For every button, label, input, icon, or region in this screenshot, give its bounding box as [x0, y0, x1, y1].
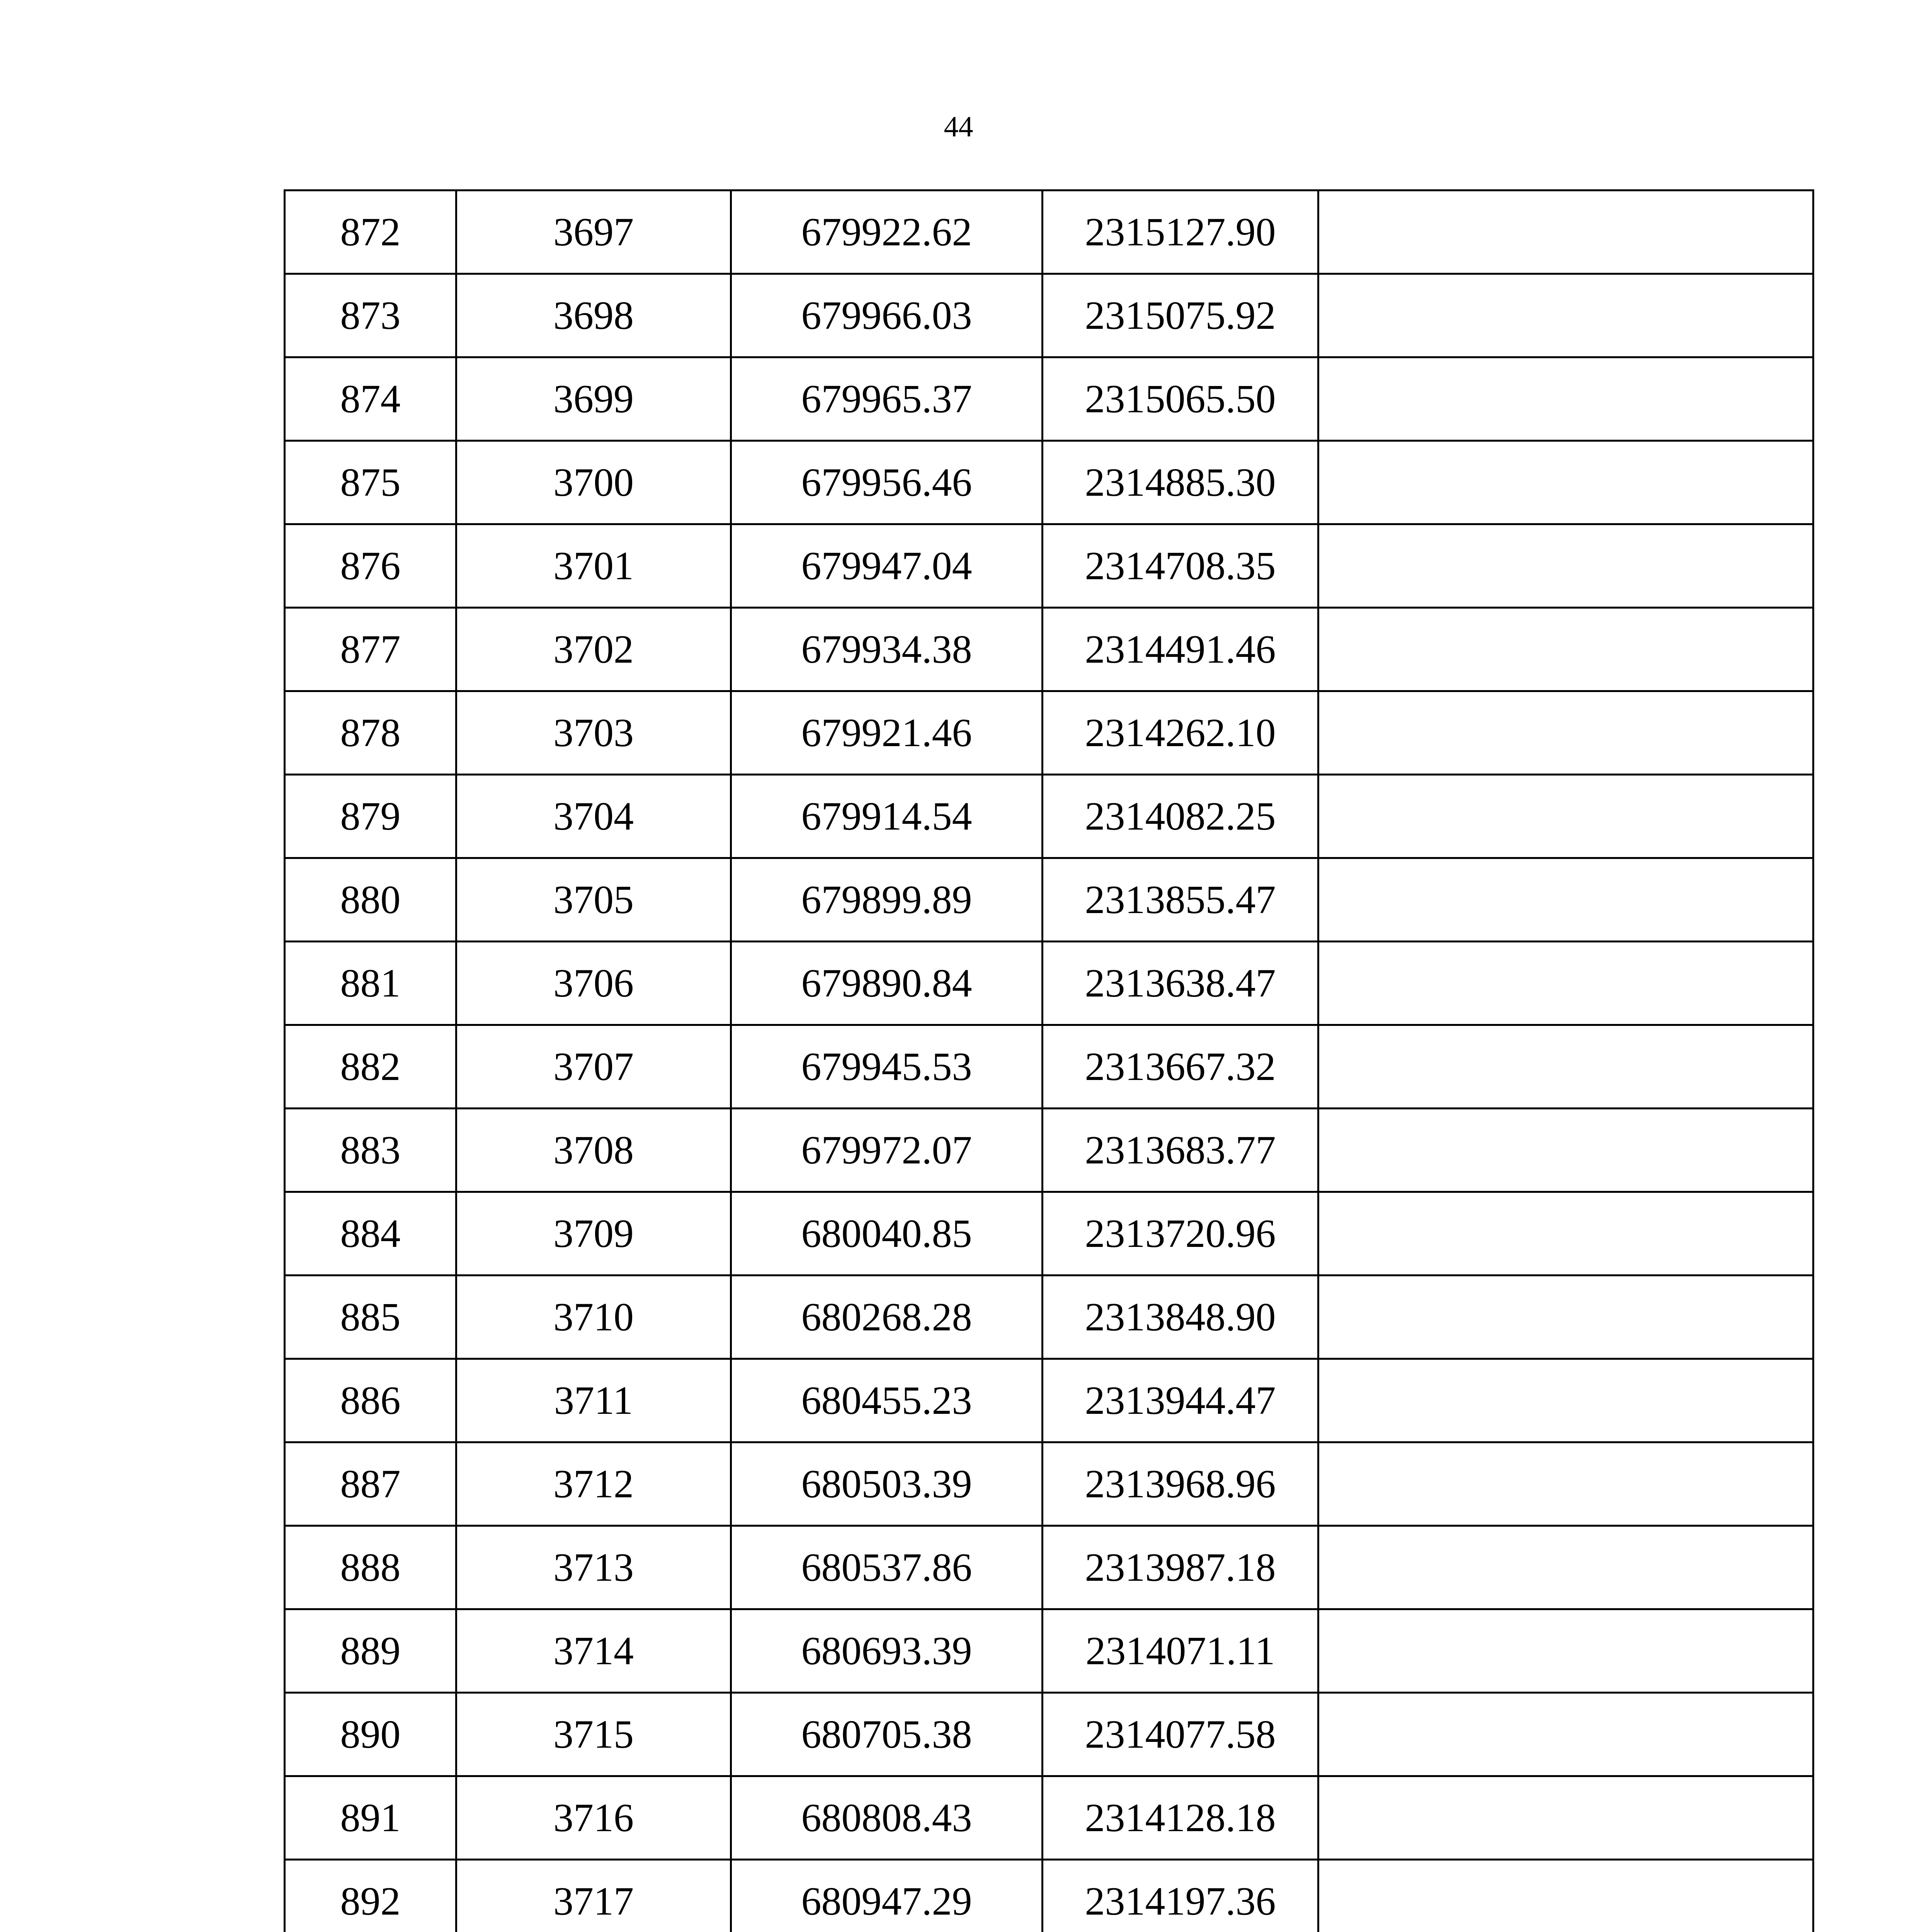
point-number-cell: 3710 [456, 1276, 731, 1359]
point-number-cell: 3717 [456, 1860, 731, 1932]
table-row [285, 274, 1813, 357]
coordinates-table [284, 189, 1814, 1932]
table-row [285, 1359, 1813, 1442]
note-cell [1318, 524, 1813, 608]
x-coordinate-cell: 680268.28 [731, 1276, 1043, 1359]
note-cell [1318, 1693, 1813, 1776]
table-row [285, 1025, 1813, 1109]
row-number-cell: 881 [285, 942, 456, 1025]
note-cell [1318, 274, 1813, 357]
point-number-cell: 3707 [456, 1025, 731, 1109]
row-number-cell: 890 [285, 1693, 456, 1776]
point-number-cell: 3702 [456, 608, 731, 691]
y-coordinate-cell: 2313855.47 [1043, 858, 1318, 942]
x-coordinate-cell: 680808.43 [731, 1776, 1043, 1860]
point-number-cell: 3699 [456, 357, 731, 441]
y-coordinate-cell: 2313968.96 [1043, 1442, 1318, 1526]
point-number-cell: 3716 [456, 1776, 731, 1860]
note-cell [1318, 357, 1813, 441]
page-number: 44 [944, 111, 973, 143]
y-coordinate-cell: 2314885.30 [1043, 441, 1318, 524]
x-coordinate-cell: 679934.38 [731, 608, 1043, 691]
x-coordinate-cell: 680537.86 [731, 1526, 1043, 1609]
table-row [285, 858, 1813, 942]
table-row [285, 1860, 1813, 1932]
x-coordinate-cell: 680693.39 [731, 1609, 1043, 1693]
note-cell [1318, 1442, 1813, 1526]
note-cell [1318, 441, 1813, 524]
row-number-cell: 878 [285, 691, 456, 775]
x-coordinate-cell: 679947.04 [731, 524, 1043, 608]
x-coordinate-cell: 679890.84 [731, 942, 1043, 1025]
row-number-cell: 885 [285, 1276, 456, 1359]
table-row [285, 357, 1813, 441]
row-number-cell: 884 [285, 1192, 456, 1276]
x-coordinate-cell: 680455.23 [731, 1359, 1043, 1442]
coordinates-table-body [285, 190, 1813, 1932]
y-coordinate-cell: 2314708.35 [1043, 524, 1318, 608]
table-row [285, 942, 1813, 1025]
row-number-cell: 887 [285, 1442, 456, 1526]
row-number-cell: 892 [285, 1860, 456, 1932]
x-coordinate-cell: 680705.38 [731, 1693, 1043, 1776]
row-number-cell: 876 [285, 524, 456, 608]
x-coordinate-cell: 679966.03 [731, 274, 1043, 357]
point-number-cell: 3715 [456, 1693, 731, 1776]
table-row [285, 441, 1813, 524]
x-coordinate-cell: 679965.37 [731, 357, 1043, 441]
table-row [285, 1109, 1813, 1192]
y-coordinate-cell: 2313667.32 [1043, 1025, 1318, 1109]
row-number-cell: 880 [285, 858, 456, 942]
row-number-cell: 874 [285, 357, 456, 441]
x-coordinate-cell: 679921.46 [731, 691, 1043, 775]
y-coordinate-cell: 2314071.11 [1043, 1609, 1318, 1693]
row-number-cell: 891 [285, 1776, 456, 1860]
table-row [285, 775, 1813, 858]
x-coordinate-cell: 679914.54 [731, 775, 1043, 858]
x-coordinate-cell: 680947.29 [731, 1860, 1043, 1932]
row-number-cell: 888 [285, 1526, 456, 1609]
note-cell [1318, 1276, 1813, 1359]
table-row [285, 608, 1813, 691]
point-number-cell: 3706 [456, 942, 731, 1025]
row-number-cell: 873 [285, 274, 456, 357]
point-number-cell: 3709 [456, 1192, 731, 1276]
point-number-cell: 3704 [456, 775, 731, 858]
note-cell [1318, 1526, 1813, 1609]
y-coordinate-cell: 2314491.46 [1043, 608, 1318, 691]
note-cell [1318, 691, 1813, 775]
table-row [285, 691, 1813, 775]
y-coordinate-cell: 2314197.36 [1043, 1860, 1318, 1932]
x-coordinate-cell: 679972.07 [731, 1109, 1043, 1192]
note-cell [1318, 775, 1813, 858]
row-number-cell: 877 [285, 608, 456, 691]
table-row [285, 1609, 1813, 1693]
y-coordinate-cell: 2315065.50 [1043, 357, 1318, 441]
y-coordinate-cell: 2313638.47 [1043, 942, 1318, 1025]
x-coordinate-cell: 679956.46 [731, 441, 1043, 524]
row-number-cell: 875 [285, 441, 456, 524]
row-number-cell: 889 [285, 1609, 456, 1693]
note-cell [1318, 1776, 1813, 1860]
row-number-cell: 883 [285, 1109, 456, 1192]
y-coordinate-cell: 2313987.18 [1043, 1526, 1318, 1609]
y-coordinate-cell: 2314077.58 [1043, 1693, 1318, 1776]
y-coordinate-cell: 2314082.25 [1043, 775, 1318, 858]
row-number-cell: 879 [285, 775, 456, 858]
point-number-cell: 3700 [456, 441, 731, 524]
point-number-cell: 3711 [456, 1359, 731, 1442]
point-number-cell: 3708 [456, 1109, 731, 1192]
point-number-cell: 3697 [456, 190, 731, 274]
note-cell [1318, 1609, 1813, 1693]
note-cell [1318, 942, 1813, 1025]
point-number-cell: 3705 [456, 858, 731, 942]
y-coordinate-cell: 2313944.47 [1043, 1359, 1318, 1442]
y-coordinate-cell: 2315075.92 [1043, 274, 1318, 357]
table-row [285, 190, 1813, 274]
y-coordinate-cell: 2314128.18 [1043, 1776, 1318, 1860]
note-cell [1318, 1109, 1813, 1192]
y-coordinate-cell: 2313848.90 [1043, 1276, 1318, 1359]
table-row [285, 1192, 1813, 1276]
note-cell [1318, 1359, 1813, 1442]
y-coordinate-cell: 2314262.10 [1043, 691, 1318, 775]
point-number-cell: 3713 [456, 1526, 731, 1609]
point-number-cell: 3712 [456, 1442, 731, 1526]
x-coordinate-cell: 679922.62 [731, 190, 1043, 274]
table-row [285, 1442, 1813, 1526]
row-number-cell: 886 [285, 1359, 456, 1442]
y-coordinate-cell: 2315127.90 [1043, 190, 1318, 274]
note-cell [1318, 608, 1813, 691]
note-cell [1318, 1025, 1813, 1109]
point-number-cell: 3698 [456, 274, 731, 357]
x-coordinate-cell: 679945.53 [731, 1025, 1043, 1109]
x-coordinate-cell: 680503.39 [731, 1442, 1043, 1526]
note-cell [1318, 858, 1813, 942]
table-row [285, 1776, 1813, 1860]
row-number-cell: 872 [285, 190, 456, 274]
table-row [285, 524, 1813, 608]
row-number-cell: 882 [285, 1025, 456, 1109]
table-row [285, 1693, 1813, 1776]
table-row [285, 1526, 1813, 1609]
note-cell [1318, 190, 1813, 274]
x-coordinate-cell: 680040.85 [731, 1192, 1043, 1276]
point-number-cell: 3703 [456, 691, 731, 775]
y-coordinate-cell: 2313683.77 [1043, 1109, 1318, 1192]
point-number-cell: 3714 [456, 1609, 731, 1693]
note-cell [1318, 1192, 1813, 1276]
table-row [285, 1276, 1813, 1359]
note-cell [1318, 1860, 1813, 1932]
point-number-cell: 3701 [456, 524, 731, 608]
x-coordinate-cell: 679899.89 [731, 858, 1043, 942]
y-coordinate-cell: 2313720.96 [1043, 1192, 1318, 1276]
